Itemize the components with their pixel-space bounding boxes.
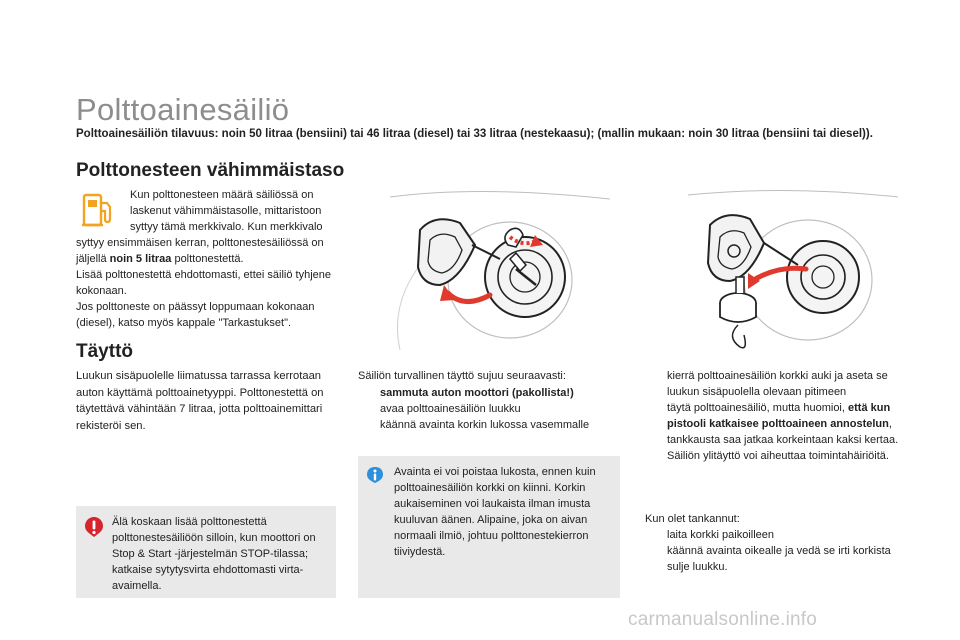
low-fuel-cont: syttyy ensimmäisen kerran, polttonestesäiliössä on jäljellä: [76, 237, 324, 265]
warning-box: [76, 506, 336, 598]
low-fuel-after: polttonestettä.: [171, 253, 244, 265]
info-box: [358, 456, 620, 598]
after-step: [645, 527, 910, 543]
procedure-step-text: kierrä polttoainesäiliön korkki auki ja aseta se luukun sisäpuolella olevaan pitimeen: [667, 370, 888, 398]
page-title: Polttoainesäiliö: [76, 92, 290, 127]
step-post: , tankkausta saa jatkaa korkeintaan kaksi kertaa. Säiliön ylitäyttö voi aiheuttaa toimintahäiriöitä.: [667, 418, 899, 462]
procedure-intro: Säiliön turvallinen täyttö sujuu seuraavasti:: [358, 370, 566, 382]
after-filling-column: [645, 511, 910, 575]
fuel-cap-removed-illustration: [648, 185, 900, 355]
filling-heading: Täyttö: [76, 341, 133, 362]
procedure-step-text: käännä avainta korkin lukossa vasemmalle: [380, 419, 590, 431]
info-text: Avainta ei voi poistaa lukosta, ennen kuin polttoainesäiliön korkki on kiinni. Korkin aukaiseminen voi laukaista ilman imusta kuuluvan äänen. Alipaine, joka on aivan normaali ilmiö, johtuu polttonestekierron tiiviydestä.: [394, 466, 596, 558]
low-fuel-advice: Lisää polttonestettä ehdottomasti, ettei säiliö tyhjene kokonaan.: [76, 269, 331, 297]
procedure-step-text: avaa polttoainesäiliön luukku: [380, 403, 521, 415]
after-step: [645, 543, 910, 559]
filling-text: Luukun sisäpuolelle liimatussa tarrassa kerrotaan auton käyttämä polttoainetyyppi. Polttonestettä on täytettävä vähintään 7 litraa, jotta polttoainemittari rekisteröi sen.: [76, 370, 324, 432]
procedure-step-text: [667, 402, 898, 462]
low-fuel-text-first: Kun polttonesteen määrä säiliössä on laskenut vähimmäistasolle, mittaristoon syttyy tämä merkkivalo. Kun merkkivalo: [130, 189, 323, 233]
procedure-step: [358, 401, 620, 417]
warning-exclamation-icon: [84, 516, 104, 538]
step-pre: täytä polttoainesäiliö, mutta huomioi,: [667, 402, 848, 414]
low-fuel-heading: Polttonesteen vähimmäistaso: [76, 160, 345, 181]
fuel-pump-icon: [80, 191, 116, 229]
procedure-step: [645, 368, 910, 400]
warning-text: Älä koskaan lisää polttonestettä polttonestesäiliöön silloin, kun moottori on Stop & Start -järjestelmän STOP-tilassa; katkaise sytytysvirta ehdottomasti virta-avaimella.: [112, 516, 316, 592]
capacity-note: Polttoainesäiliön tilavuus: noin 50 litraa (bensiini) tai 46 litraa (diesel) tai 33 litraa (nestekaasu); (mallin mukaan: noin 30 litraa (bensiini tai diesel)).: [76, 128, 873, 140]
low-fuel-text: [76, 235, 344, 331]
fuel-flap-key-unlock-illustration: [360, 185, 612, 355]
procedure-column: [358, 368, 620, 433]
step-bold: että kun pistooli katkaisee polttoaineen annostelun: [667, 402, 891, 430]
after-step-text: käännä avainta oikealle ja vedä se irti korkista: [667, 545, 891, 557]
after-intro: Kun olet tankannut:: [645, 513, 740, 525]
after-step-text: sulje luukku.: [667, 561, 728, 573]
procedure-step: [645, 400, 910, 464]
low-fuel-bold: noin 5 litraa: [109, 253, 172, 265]
procedure-step-text: sammuta auton moottori (pakollista!): [380, 387, 574, 399]
procedure-step: [358, 385, 620, 401]
low-fuel-diesel-note: Jos polttoneste on päässyt loppumaan kokonaan (diesel), katso myös kappale "Tarkastukset".: [76, 301, 315, 329]
procedure-step: [358, 417, 620, 433]
info-icon: [366, 466, 384, 484]
after-step-text: laita korkki paikoilleen: [667, 529, 774, 541]
watermark: carmanualsonline.info: [628, 609, 818, 630]
after-step: [645, 559, 910, 575]
procedure-column-right: [645, 368, 910, 464]
low-fuel-paragraph: [76, 235, 344, 267]
